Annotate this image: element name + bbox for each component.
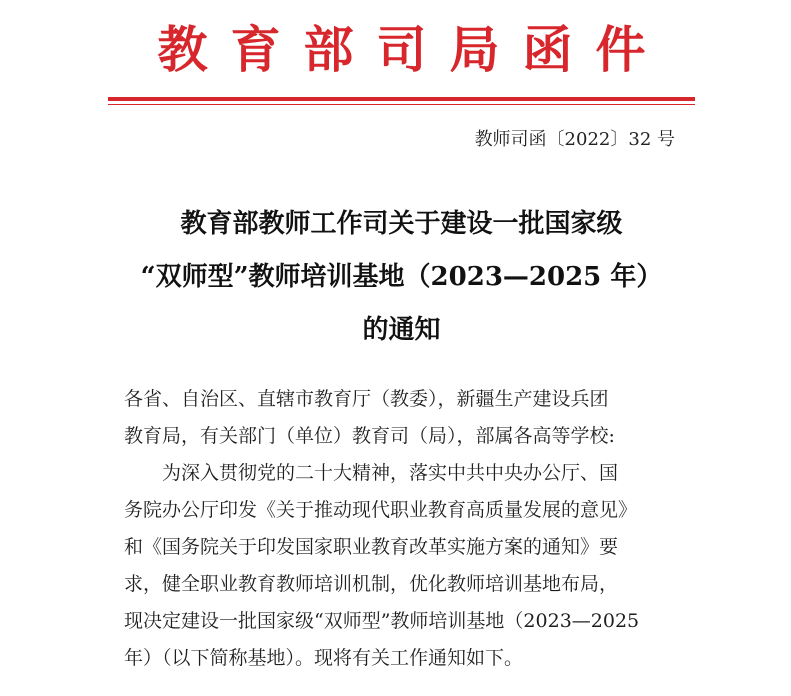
paragraph-line: 务院办公厅印发《关于推动现代职业教育高质量发展的意见》 (124, 499, 638, 521)
document-title (108, 198, 695, 357)
title-line: “双师型”教师培训基地（2023—2025 年） (140, 262, 663, 292)
paragraph-line: 年）（以下简称基地）。现将有关工作通知如下。 (124, 647, 524, 669)
paragraph-line: 为深入贯彻党的二十大精神，落实中共中央办公厅、国 (162, 462, 619, 484)
masthead-red-rule-thick (108, 97, 695, 101)
document-body (124, 381, 694, 677)
addressee-line: 各省、自治区、直辖市教育厅（教委），新疆生产建设兵团 (124, 388, 609, 410)
masthead-red-rule-thin (108, 104, 695, 105)
paragraph-line: 现决定建设一批国家级“双师型”教师培训基地（2023—2025 (124, 610, 640, 632)
title-line: 教育部教师工作司关于建设一批国家级 (180, 209, 623, 239)
addressee-line: 教育局，有关部门（单位）教育司（局），部属各高等学校: (124, 425, 615, 447)
title-line: 的通知 (362, 315, 441, 345)
paragraph-line: 和《国务院关于印发国家职业教育改革实施方案的通知》要 (124, 536, 619, 558)
document-number: 教师司函〔2022〕32 号 (474, 129, 675, 150)
paragraph-line: 求，健全职业教育教师培训机制，优化教师培训基地布局， (124, 573, 619, 595)
masthead-title: 教育部司局函件 (157, 20, 669, 79)
